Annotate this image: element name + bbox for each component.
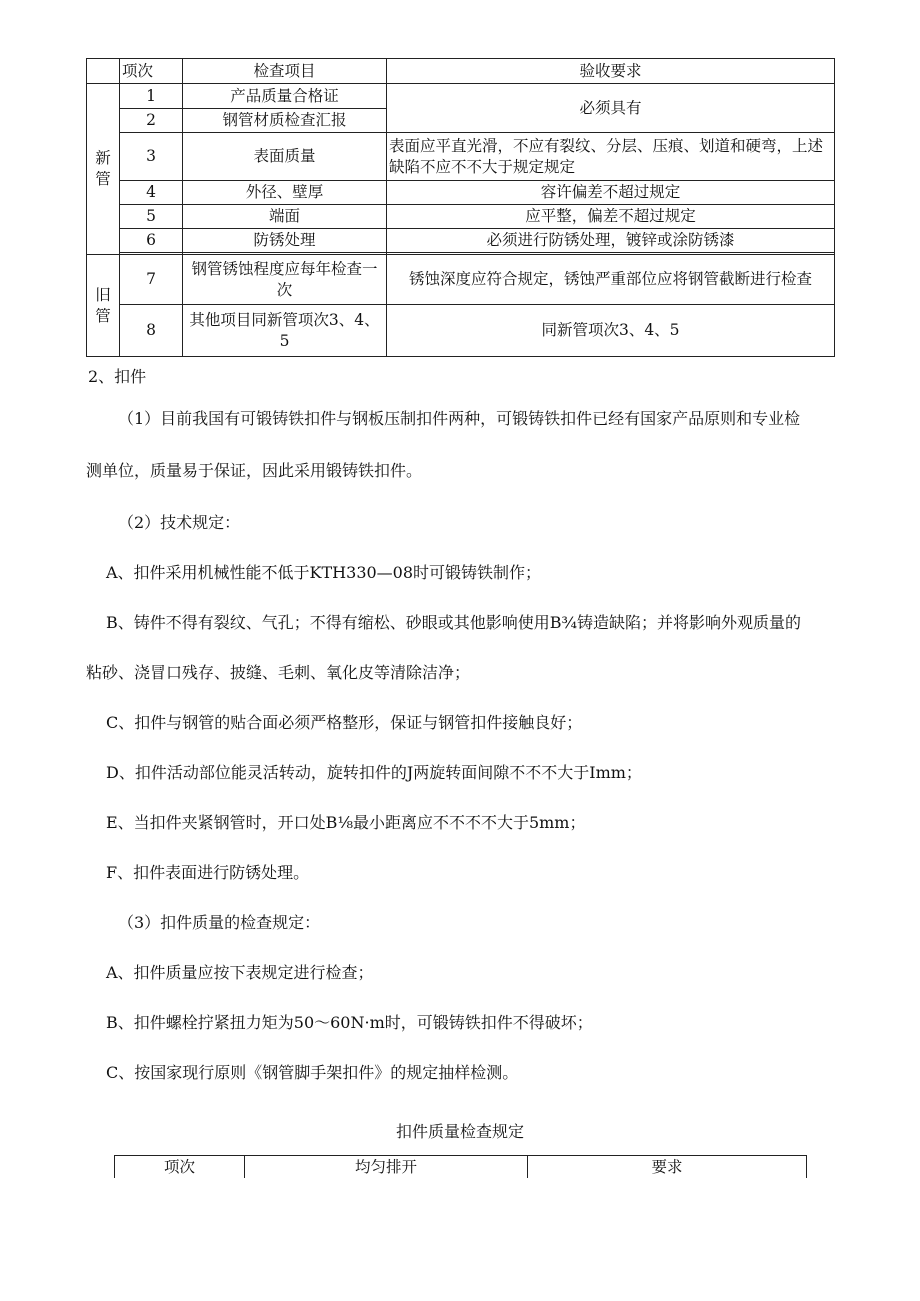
- table-header-row: [87, 59, 835, 84]
- row-requirement: 必须进行防锈处理，镀锌或涂防锈漆: [387, 229, 835, 253]
- table-header-row: [115, 1156, 807, 1179]
- table-row: [87, 133, 835, 181]
- table-row: [87, 181, 835, 205]
- paragraph-1-line-2: 测单位，质量易于保证，因此采用锻铸铁扣件。: [86, 461, 423, 480]
- paragraph-e: E、当扣件夹紧钢管时，开口处B⅛最小距离应不不不不大于5mm；: [106, 813, 586, 832]
- row-item: 产品质量合格证: [183, 84, 387, 109]
- pipe-inspection-table: [86, 58, 835, 357]
- row-number: 5: [120, 205, 183, 229]
- fastener-check-table: [114, 1155, 807, 1178]
- table-header-cell: 项次: [120, 59, 183, 84]
- group-label-old: 旧管: [87, 255, 120, 357]
- paragraph-f: F、扣件表面进行防锈处理。: [106, 863, 310, 882]
- row-requirement: 必须具有: [387, 84, 835, 133]
- row-number: 6: [120, 229, 183, 253]
- row-number: 8: [120, 305, 183, 357]
- row-item: 钢管锈蚀程度应每年检查一次: [183, 255, 387, 305]
- row-item: 端面: [183, 205, 387, 229]
- row-requirement: 应平整，偏差不超过规定: [387, 205, 835, 229]
- table-header-cell: 项次: [115, 1156, 245, 1179]
- row-number: 7: [120, 255, 183, 305]
- row-number: 2: [120, 109, 183, 133]
- paragraph-3: （3）扣件质量的检查规定：: [118, 913, 321, 932]
- table-header-cell: [87, 59, 120, 84]
- table-header-cell: 要求: [528, 1156, 807, 1179]
- group-label-new: 新管: [87, 84, 120, 255]
- row-requirement: 锈蚀深度应符合规定，锈蚀严重部位应将钢管截断进行检查: [387, 255, 835, 305]
- paragraph-d: D、扣件活动部位能灵活转动，旋转扣件的J两旋转面间隙不不不大于Imm；: [106, 763, 642, 782]
- table-header-cell: 均匀排开: [245, 1156, 528, 1179]
- paragraph-b-line-2: 粘砂、浇冒口残存、披缝、毛刺、氧化皮等清除洁净；: [86, 663, 471, 682]
- row-requirement: 表面应平直光滑，不应有裂纹、分层、压痕、划道和硬弯，上述缺陷不应不不大于规定规定: [387, 133, 835, 181]
- row-requirement: 同新管项次3、4、5: [387, 305, 835, 357]
- paragraph-3a: A、扣件质量应按下表规定进行检查；: [106, 963, 374, 982]
- row-item: 防锈处理: [183, 229, 387, 253]
- paragraph-b-line-1: B、铸件不得有裂纹、气孔；不得有缩松、砂眼或其他影响使用B¾铸造缺陷；并将影响外观质量的: [106, 613, 802, 632]
- paragraph-3b: B、扣件螺栓拧紧扭力矩为50～60N·m时，可锻铸铁扣件不得破坏；: [106, 1013, 593, 1032]
- table-row: [87, 305, 835, 357]
- row-requirement: 容许偏差不超过规定: [387, 181, 835, 205]
- section-title: 2、扣件: [88, 367, 147, 386]
- row-item: 钢管材质检查汇报: [183, 109, 387, 133]
- table-row: [87, 205, 835, 229]
- paragraph-3c: C、按国家现行原则《钢管脚手架扣件》的规定抽样检测。: [106, 1063, 519, 1082]
- row-item: 表面质量: [183, 133, 387, 181]
- table2-title: 扣件质量检查规定: [395, 1122, 524, 1141]
- table-header-cell: 验收要求: [387, 59, 835, 84]
- table-header-cell: 检查项目: [183, 59, 387, 84]
- paragraph-2: （2）技术规定：: [118, 513, 241, 532]
- table-row: [87, 84, 835, 109]
- paragraph-c: C、扣件与钢管的贴合面必须严格整形，保证与钢管扣件接触良好；: [106, 713, 583, 732]
- row-number: 3: [120, 133, 183, 181]
- row-item: 外径、壁厚: [183, 181, 387, 205]
- table-row: [87, 255, 835, 305]
- table-row: [87, 229, 835, 253]
- row-number: 4: [120, 181, 183, 205]
- paragraph-1-line-1: （1）目前我国有可锻铸铁扣件与钢板压制扣件两种，可锻铸铁扣件已经有国家产品原则和专业检: [118, 409, 801, 428]
- row-item: 其他项目同新管项次3、4、5: [183, 305, 387, 357]
- paragraph-a: A、扣件采用机械性能不低于KTH330—08时可锻铸铁制作；: [106, 563, 542, 582]
- row-number: 1: [120, 84, 183, 109]
